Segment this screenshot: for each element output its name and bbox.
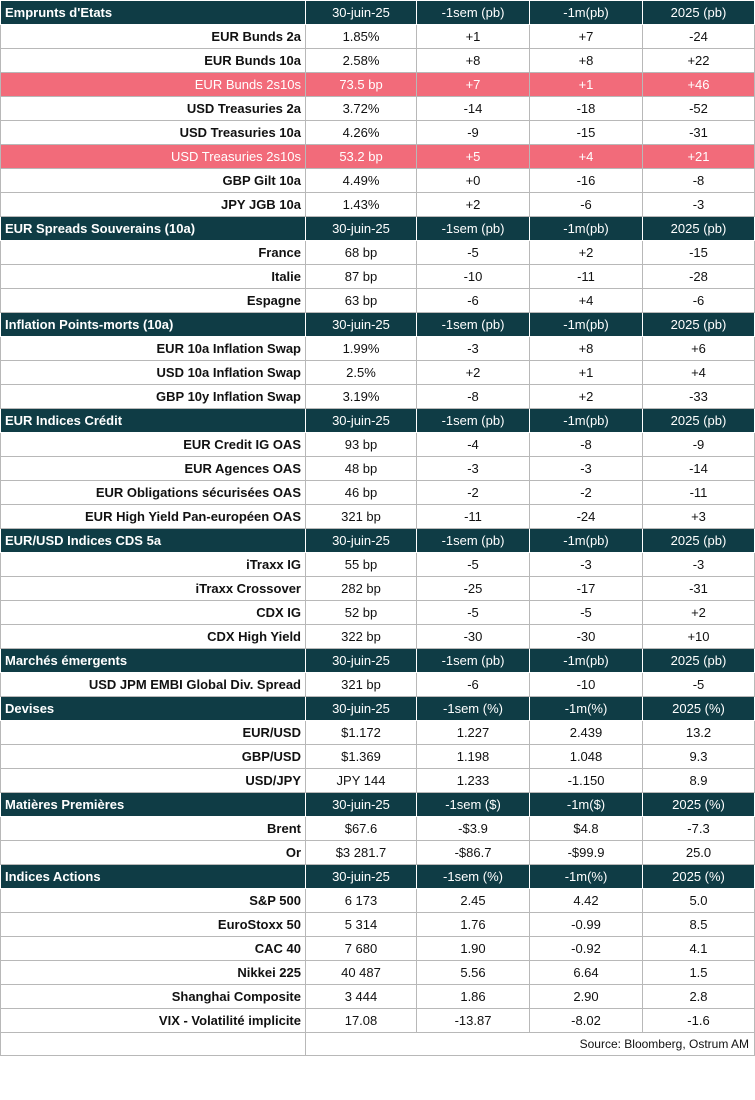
cell-value: -6: [643, 289, 755, 313]
cell-value: 1.99%: [306, 337, 417, 361]
cell-value: +6: [643, 337, 755, 361]
cell-value: -3: [530, 457, 643, 481]
cell-value: +2: [530, 385, 643, 409]
table-row: [1, 145, 755, 169]
column-header: 2025 (%): [643, 865, 755, 889]
cell-value: +10: [643, 625, 755, 649]
cell-value: 8.9: [643, 769, 755, 793]
cell-value: +1: [530, 73, 643, 97]
row-label: Brent: [1, 817, 306, 841]
cell-value: 2.90: [530, 985, 643, 1009]
cell-value: -30: [530, 625, 643, 649]
table-row: [1, 745, 755, 769]
cell-value: -3: [530, 553, 643, 577]
table-row: [1, 913, 755, 937]
cell-value: -10: [530, 673, 643, 697]
cell-value: -17: [530, 577, 643, 601]
cell-value: -0.99: [530, 913, 643, 937]
column-header: 30-juin-25: [306, 1, 417, 25]
cell-value: -11: [643, 481, 755, 505]
cell-value: 7 680: [306, 937, 417, 961]
table-row: [1, 505, 755, 529]
table-row: [1, 193, 755, 217]
cell-value: 1.048: [530, 745, 643, 769]
cell-value: -5: [530, 601, 643, 625]
row-label: USD Treasuries 10a: [1, 121, 306, 145]
row-label: USD/JPY: [1, 769, 306, 793]
cell-value: 4.1: [643, 937, 755, 961]
cell-value: 25.0: [643, 841, 755, 865]
cell-value: 4.49%: [306, 169, 417, 193]
section-title: Indices Actions: [1, 865, 306, 889]
cell-value: +8: [530, 49, 643, 73]
cell-value: -0.92: [530, 937, 643, 961]
section-title: EUR Spreads Souverains (10a): [1, 217, 306, 241]
cell-value: 55 bp: [306, 553, 417, 577]
table-row: [1, 625, 755, 649]
table-row: [1, 457, 755, 481]
cell-value: -11: [530, 265, 643, 289]
cell-value: $4.8: [530, 817, 643, 841]
row-label: Italie: [1, 265, 306, 289]
cell-value: 5 314: [306, 913, 417, 937]
column-header: -1m(pb): [530, 1, 643, 25]
row-label: CAC 40: [1, 937, 306, 961]
column-header: -1m(%): [530, 865, 643, 889]
cell-value: 1.90: [417, 937, 530, 961]
cell-value: 63 bp: [306, 289, 417, 313]
section-header-marches-emergents: [1, 649, 755, 673]
row-label: iTraxx IG: [1, 553, 306, 577]
cell-value: +2: [643, 601, 755, 625]
table-row: [1, 433, 755, 457]
cell-value: +3: [643, 505, 755, 529]
table-row: [1, 121, 755, 145]
table-row: [1, 841, 755, 865]
cell-value: 48 bp: [306, 457, 417, 481]
cell-value: 53.2 bp: [306, 145, 417, 169]
cell-value: 5.56: [417, 961, 530, 985]
column-header: 2025 (pb): [643, 529, 755, 553]
table-row: [1, 769, 755, 793]
cell-value: -3: [417, 337, 530, 361]
row-label: EUR Credit IG OAS: [1, 433, 306, 457]
cell-value: -8.02: [530, 1009, 643, 1033]
cell-value: -8: [643, 169, 755, 193]
table-row: [1, 385, 755, 409]
cell-value: -52: [643, 97, 755, 121]
cell-value: 4.26%: [306, 121, 417, 145]
cell-value: -5: [417, 601, 530, 625]
table-row: [1, 481, 755, 505]
column-header: 2025 (pb): [643, 217, 755, 241]
table-row: [1, 577, 755, 601]
cell-value: $67.6: [306, 817, 417, 841]
cell-value: 322 bp: [306, 625, 417, 649]
row-label: VIX - Volatilité implicite: [1, 1009, 306, 1033]
cell-value: -3: [417, 457, 530, 481]
cell-value: 3.19%: [306, 385, 417, 409]
cell-value: -2: [530, 481, 643, 505]
source-row: [1, 1033, 755, 1056]
cell-value: 2.5%: [306, 361, 417, 385]
column-header: 2025 (pb): [643, 409, 755, 433]
cell-value: -14: [417, 97, 530, 121]
cell-value: +1: [530, 361, 643, 385]
table-row: [1, 889, 755, 913]
cell-value: 1.85%: [306, 25, 417, 49]
section-title: EUR Indices Crédit: [1, 409, 306, 433]
cell-value: -1.150: [530, 769, 643, 793]
column-header: -1m($): [530, 793, 643, 817]
cell-value: -1.6: [643, 1009, 755, 1033]
column-header: -1m(pb): [530, 409, 643, 433]
cell-value: +4: [643, 361, 755, 385]
cell-value: -33: [643, 385, 755, 409]
row-label: EuroStoxx 50: [1, 913, 306, 937]
column-header: 30-juin-25: [306, 649, 417, 673]
cell-value: 8.5: [643, 913, 755, 937]
column-header: 2025 (pb): [643, 313, 755, 337]
cell-value: -$3.9: [417, 817, 530, 841]
cell-value: 93 bp: [306, 433, 417, 457]
cell-value: -31: [643, 577, 755, 601]
row-label: EUR High Yield Pan-européen OAS: [1, 505, 306, 529]
cell-value: -3: [643, 553, 755, 577]
row-label: Or: [1, 841, 306, 865]
section-title: Matières Premières: [1, 793, 306, 817]
cell-value: -$86.7: [417, 841, 530, 865]
cell-value: +7: [417, 73, 530, 97]
cell-value: -15: [530, 121, 643, 145]
column-header: 2025 (pb): [643, 649, 755, 673]
row-label: Espagne: [1, 289, 306, 313]
section-title: Emprunts d'Etats: [1, 1, 306, 25]
table-row: [1, 553, 755, 577]
cell-value: -5: [417, 241, 530, 265]
section-title: EUR/USD Indices CDS 5a: [1, 529, 306, 553]
cell-value: -2: [417, 481, 530, 505]
cell-value: 321 bp: [306, 673, 417, 697]
cell-value: +8: [530, 337, 643, 361]
row-label: Shanghai Composite: [1, 985, 306, 1009]
table-row: [1, 337, 755, 361]
cell-value: 40 487: [306, 961, 417, 985]
cell-value: 1.76: [417, 913, 530, 937]
cell-value: -16: [530, 169, 643, 193]
column-header: -1sem (pb): [417, 649, 530, 673]
cell-value: -30: [417, 625, 530, 649]
column-header: -1m(pb): [530, 529, 643, 553]
cell-value: -31: [643, 121, 755, 145]
column-header: -1sem (pb): [417, 409, 530, 433]
section-header-emprunts-d-etats: [1, 1, 755, 25]
cell-value: 1.233: [417, 769, 530, 793]
row-label: GBP Gilt 10a: [1, 169, 306, 193]
column-header: 30-juin-25: [306, 793, 417, 817]
section-title: Devises: [1, 697, 306, 721]
table-row: [1, 961, 755, 985]
cell-value: 1.198: [417, 745, 530, 769]
cell-value: +2: [417, 361, 530, 385]
table-row: [1, 673, 755, 697]
section-header-devises: [1, 697, 755, 721]
column-header: 30-juin-25: [306, 313, 417, 337]
cell-value: 3 444: [306, 985, 417, 1009]
cell-value: 4.42: [530, 889, 643, 913]
column-header: 2025 (%): [643, 793, 755, 817]
section-header-eur-spreads-souverains-10a: [1, 217, 755, 241]
row-label: GBP 10y Inflation Swap: [1, 385, 306, 409]
cell-value: -5: [643, 673, 755, 697]
row-label: USD Treasuries 2s10s: [1, 145, 306, 169]
row-label: EUR Obligations sécurisées OAS: [1, 481, 306, 505]
cell-value: $3 281.7: [306, 841, 417, 865]
table-row: [1, 265, 755, 289]
cell-value: 68 bp: [306, 241, 417, 265]
row-label: USD 10a Inflation Swap: [1, 361, 306, 385]
section-header-eur-indices-credit: [1, 409, 755, 433]
section-header-matieres-premieres: [1, 793, 755, 817]
source-note: Source: Bloomberg, Ostrum AM: [306, 1033, 755, 1056]
cell-value: +21: [643, 145, 755, 169]
cell-value: +0: [417, 169, 530, 193]
column-header: 30-juin-25: [306, 865, 417, 889]
cell-value: -3: [643, 193, 755, 217]
table-row: [1, 241, 755, 265]
column-header: 30-juin-25: [306, 217, 417, 241]
row-label: USD JPM EMBI Global Div. Spread: [1, 673, 306, 697]
row-label: EUR Bunds 2a: [1, 25, 306, 49]
cell-value: -10: [417, 265, 530, 289]
row-label: JPY JGB 10a: [1, 193, 306, 217]
column-header: 2025 (%): [643, 697, 755, 721]
cell-value: +2: [417, 193, 530, 217]
cell-value: -9: [417, 121, 530, 145]
table-row: [1, 73, 755, 97]
column-header: -1sem (pb): [417, 217, 530, 241]
section-header-inflation-points-morts-10a: [1, 313, 755, 337]
cell-value: +7: [530, 25, 643, 49]
table-row: [1, 289, 755, 313]
section-title: Marchés émergents: [1, 649, 306, 673]
cell-value: +4: [530, 289, 643, 313]
cell-value: 46 bp: [306, 481, 417, 505]
cell-value: -28: [643, 265, 755, 289]
cell-value: JPY 144: [306, 769, 417, 793]
cell-value: -15: [643, 241, 755, 265]
column-header: -1m(pb): [530, 313, 643, 337]
cell-value: 6 173: [306, 889, 417, 913]
row-label: EUR Bunds 2s10s: [1, 73, 306, 97]
row-label: S&P 500: [1, 889, 306, 913]
cell-value: 9.3: [643, 745, 755, 769]
row-label: France: [1, 241, 306, 265]
cell-value: -8: [417, 385, 530, 409]
cell-value: 5.0: [643, 889, 755, 913]
cell-value: -6: [530, 193, 643, 217]
row-label: EUR/USD: [1, 721, 306, 745]
cell-value: 52 bp: [306, 601, 417, 625]
cell-value: -24: [643, 25, 755, 49]
cell-value: -7.3: [643, 817, 755, 841]
cell-value: -$99.9: [530, 841, 643, 865]
table-row: [1, 985, 755, 1009]
cell-value: -24: [530, 505, 643, 529]
cell-value: -11: [417, 505, 530, 529]
cell-value: -6: [417, 289, 530, 313]
cell-value: +2: [530, 241, 643, 265]
cell-value: 1.86: [417, 985, 530, 1009]
cell-value: -9: [643, 433, 755, 457]
cell-value: 87 bp: [306, 265, 417, 289]
table-row: [1, 937, 755, 961]
table-row: [1, 97, 755, 121]
row-label: EUR 10a Inflation Swap: [1, 337, 306, 361]
column-header: -1sem (pb): [417, 313, 530, 337]
row-label: CDX High Yield: [1, 625, 306, 649]
table-row: [1, 721, 755, 745]
cell-value: -14: [643, 457, 755, 481]
cell-value: -8: [530, 433, 643, 457]
table-row: [1, 49, 755, 73]
cell-value: 2.45: [417, 889, 530, 913]
section-header-eur-usd-indices-cds-5a: [1, 529, 755, 553]
cell-value: +22: [643, 49, 755, 73]
row-label: iTraxx Crossover: [1, 577, 306, 601]
cell-value: $1.172: [306, 721, 417, 745]
table-row: [1, 25, 755, 49]
cell-value: +4: [530, 145, 643, 169]
row-label: USD Treasuries 2a: [1, 97, 306, 121]
row-label: Nikkei 225: [1, 961, 306, 985]
cell-value: 73.5 bp: [306, 73, 417, 97]
column-header: -1sem ($): [417, 793, 530, 817]
cell-value: $1.369: [306, 745, 417, 769]
column-header: 30-juin-25: [306, 409, 417, 433]
row-label: GBP/USD: [1, 745, 306, 769]
row-label: EUR Agences OAS: [1, 457, 306, 481]
cell-value: 1.227: [417, 721, 530, 745]
row-label: CDX IG: [1, 601, 306, 625]
cell-value: 13.2: [643, 721, 755, 745]
column-header: -1m(%): [530, 697, 643, 721]
cell-value: -18: [530, 97, 643, 121]
table-row: [1, 169, 755, 193]
table-row: [1, 361, 755, 385]
cell-value: 2.8: [643, 985, 755, 1009]
column-header: -1m(pb): [530, 217, 643, 241]
cell-value: 282 bp: [306, 577, 417, 601]
cell-value: 2.58%: [306, 49, 417, 73]
column-header: -1sem (pb): [417, 529, 530, 553]
cell-value: 6.64: [530, 961, 643, 985]
section-header-indices-actions: [1, 865, 755, 889]
cell-value: +1: [417, 25, 530, 49]
cell-value: -6: [417, 673, 530, 697]
cell-value: -5: [417, 553, 530, 577]
cell-value: +8: [417, 49, 530, 73]
cell-value: +5: [417, 145, 530, 169]
section-title: Inflation Points-morts (10a): [1, 313, 306, 337]
cell-value: -13.87: [417, 1009, 530, 1033]
column-header: -1sem (pb): [417, 1, 530, 25]
column-header: 30-juin-25: [306, 529, 417, 553]
cell-value: 1.43%: [306, 193, 417, 217]
cell-value: 1.5: [643, 961, 755, 985]
column-header: 30-juin-25: [306, 697, 417, 721]
cell-value: 2.439: [530, 721, 643, 745]
column-header: -1sem (%): [417, 697, 530, 721]
source-blank-cell: [1, 1033, 306, 1056]
cell-value: +46: [643, 73, 755, 97]
row-label: EUR Bunds 10a: [1, 49, 306, 73]
column-header: -1m(pb): [530, 649, 643, 673]
table-row: [1, 817, 755, 841]
cell-value: -4: [417, 433, 530, 457]
cell-value: 17.08: [306, 1009, 417, 1033]
cell-value: 321 bp: [306, 505, 417, 529]
column-header: -1sem (%): [417, 865, 530, 889]
table-row: [1, 1009, 755, 1033]
column-header: 2025 (pb): [643, 1, 755, 25]
table-row: [1, 601, 755, 625]
cell-value: 3.72%: [306, 97, 417, 121]
cell-value: -25: [417, 577, 530, 601]
